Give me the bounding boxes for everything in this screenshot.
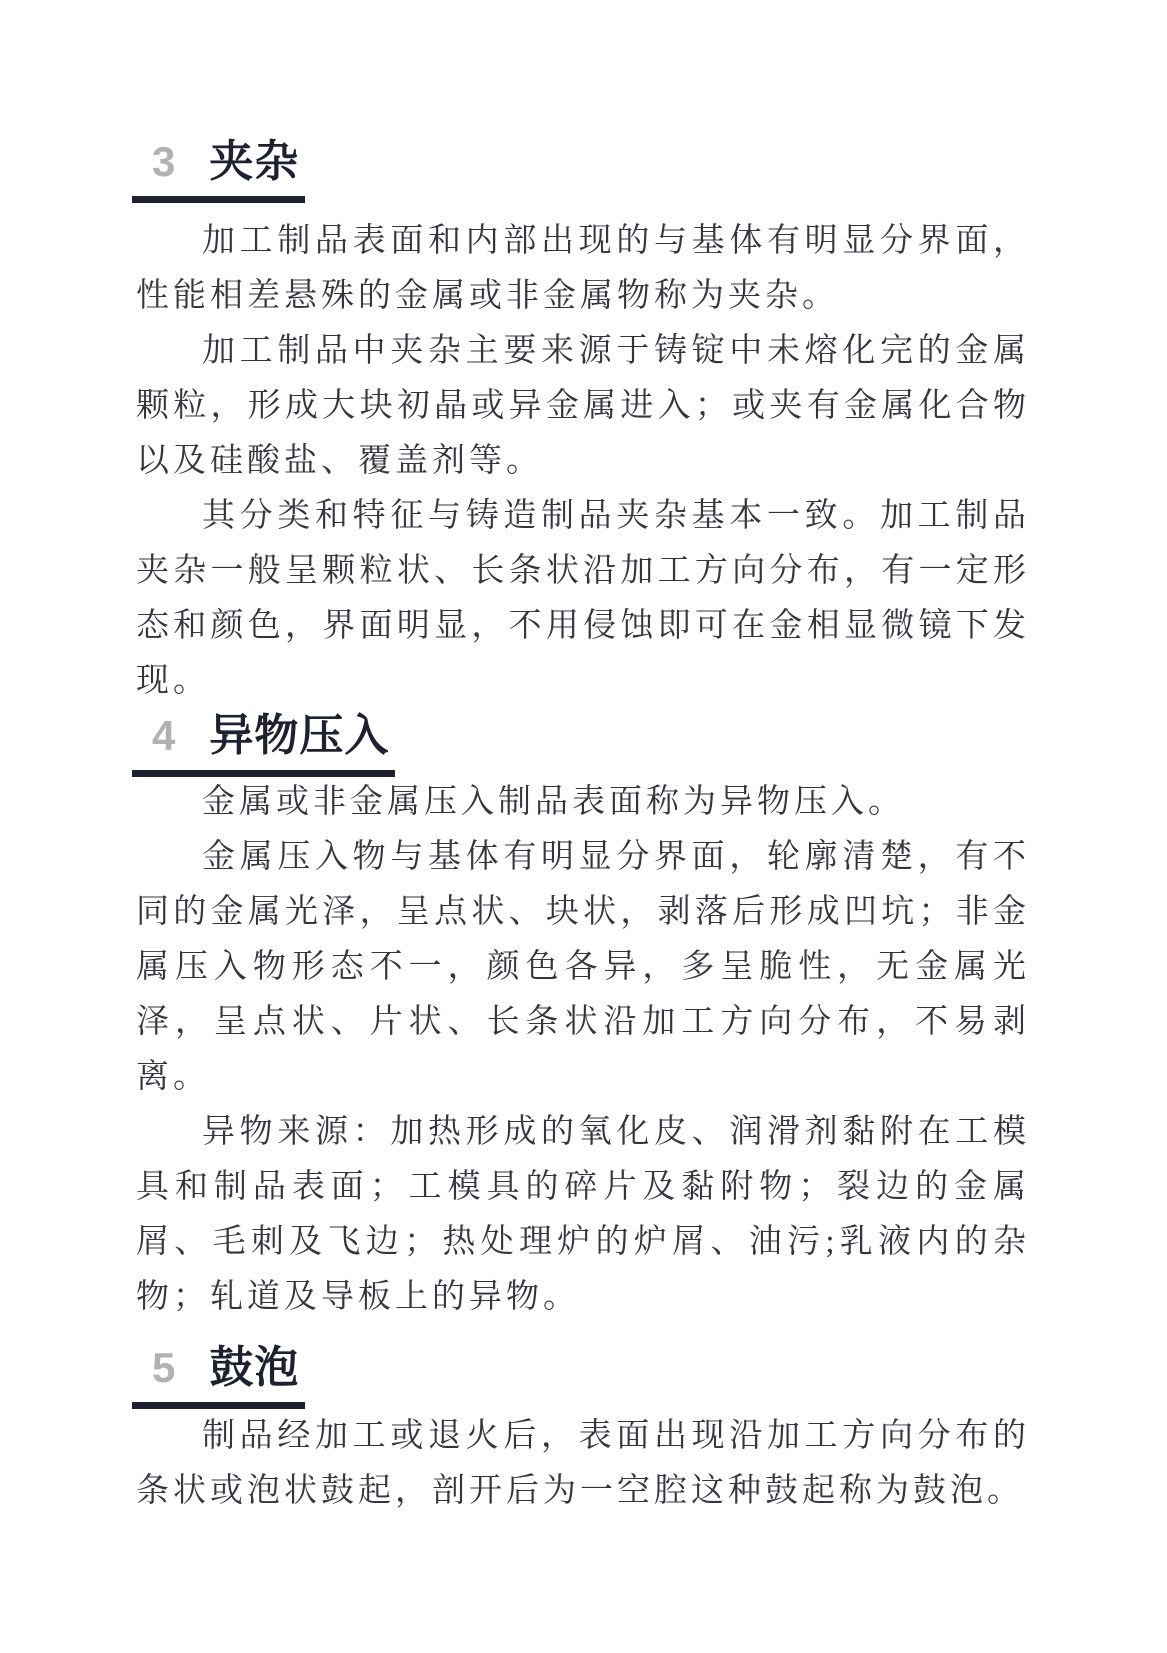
section-title: 夹杂 [209, 137, 300, 186]
paragraph: 异物来源：加热形成的氧化皮、润滑剂黏附在工模具和制品表面；工模具的碎片及黏附物；裂边的金属屑、毛刺及飞边；热处理炉的炉屑、油污;乳液内的杂物；轧道及导板上的异物。 [136, 1114, 1030, 1315]
paragraph: 金属压入物与基体有明显分界面，轮廓清楚，有不同的金属光泽，呈点状、块状，剥落后形成凹坑；非金属压入物形态不一，颜色各异，多呈脆性，无金属光泽，呈点状、片状、长条状沿加工方向分布，不易剥离。 [136, 839, 1030, 1095]
section-header [132, 1344, 305, 1409]
section-number: 3 [152, 138, 176, 185]
section-title: 鼓泡 [209, 1343, 300, 1392]
section-body [136, 214, 1030, 709]
section-body [136, 1409, 1030, 1519]
section-number: 5 [152, 1344, 176, 1391]
paragraph: 制品经加工或退火后，表面出现沿加工方向分布的条状或泡状鼓起，剖开后为一空腔这种鼓起称为鼓泡。 [136, 1418, 1030, 1509]
section-header [132, 138, 305, 203]
paragraph: 金属或非金属压入制品表面称为异物压入。 [202, 784, 905, 820]
section-title: 异物压入 [209, 711, 390, 760]
paragraph: 其分类和特征与铸造制品夹杂基本一致。加工制品夹杂一般呈颗粒状、长条状沿加工方向分布，有一定形态和颜色，界面明显，不用侵蚀即可在金相显微镜下发现。 [136, 498, 1030, 699]
section-number: 4 [152, 712, 176, 759]
paragraph: 加工制品中夹杂主要来源于铸锭中未熔化完的金属颗粒，形成大块初晶或异金属进入；或夹有金属化合物以及硅酸盐、覆盖剂等。 [136, 333, 1030, 479]
section-body [136, 775, 1030, 1325]
paragraph: 加工制品表面和内部出现的与基体有明显分界面，性能相差悬殊的金属或非金属物称为夹杂。 [136, 223, 1030, 314]
section-header [132, 712, 395, 777]
